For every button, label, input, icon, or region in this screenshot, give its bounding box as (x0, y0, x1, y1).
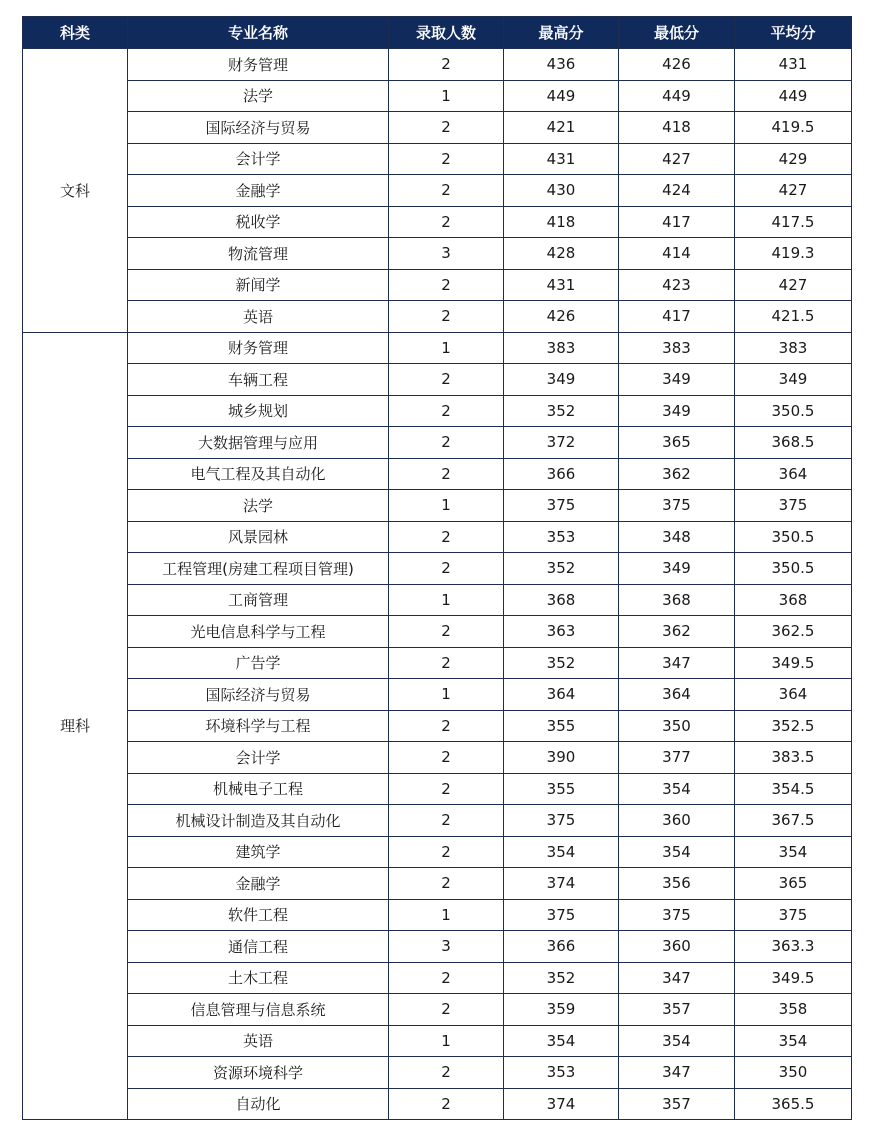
admitted-cell: 2 (389, 364, 504, 396)
admitted-cell: 2 (389, 49, 504, 81)
table-row (23, 679, 852, 711)
max-score-cell: 418 (504, 206, 619, 238)
min-score-cell: 347 (619, 1057, 735, 1089)
min-score-cell: 449 (619, 80, 735, 112)
max-score-cell: 421 (504, 112, 619, 144)
category-cell: 理科 (23, 332, 128, 1120)
table-row (23, 332, 852, 364)
table-row (23, 994, 852, 1026)
major-cell: 工商管理 (128, 584, 389, 616)
table-row (23, 521, 852, 553)
major-cell: 英语 (128, 1025, 389, 1057)
avg-score-cell: 350 (735, 1057, 852, 1089)
table-row (23, 710, 852, 742)
major-cell: 软件工程 (128, 899, 389, 931)
table-row (23, 647, 852, 679)
min-score-cell: 354 (619, 1025, 735, 1057)
min-score-cell: 365 (619, 427, 735, 459)
admitted-cell: 1 (389, 332, 504, 364)
avg-score-cell: 364 (735, 458, 852, 490)
major-cell: 工程管理(房建工程项目管理) (128, 553, 389, 585)
major-cell: 车辆工程 (128, 364, 389, 396)
admitted-cell: 2 (389, 206, 504, 238)
max-score-cell: 363 (504, 616, 619, 648)
admitted-cell: 2 (389, 616, 504, 648)
avg-score-cell: 427 (735, 269, 852, 301)
max-score-cell: 353 (504, 1057, 619, 1089)
min-score-cell: 377 (619, 742, 735, 774)
avg-score-cell: 354 (735, 836, 852, 868)
min-score-cell: 349 (619, 553, 735, 585)
table-row (23, 80, 852, 112)
table-row (23, 364, 852, 396)
table-row (23, 1025, 852, 1057)
min-score-cell: 427 (619, 143, 735, 175)
avg-score-cell: 362.5 (735, 616, 852, 648)
admitted-cell: 2 (389, 647, 504, 679)
min-score-cell: 375 (619, 490, 735, 522)
major-cell: 电气工程及其自动化 (128, 458, 389, 490)
table-row (23, 836, 852, 868)
admitted-cell: 2 (389, 710, 504, 742)
admitted-cell: 2 (389, 269, 504, 301)
min-score-cell: 418 (619, 112, 735, 144)
avg-score-cell: 352.5 (735, 710, 852, 742)
admitted-cell: 2 (389, 868, 504, 900)
admitted-cell: 2 (389, 175, 504, 207)
table-row (23, 490, 852, 522)
table-row (23, 206, 852, 238)
min-score-cell: 375 (619, 899, 735, 931)
min-score-cell: 357 (619, 1088, 735, 1120)
max-score-cell: 366 (504, 458, 619, 490)
admitted-cell: 1 (389, 899, 504, 931)
min-score-cell: 347 (619, 647, 735, 679)
max-score-cell: 352 (504, 395, 619, 427)
min-score-cell: 354 (619, 836, 735, 868)
table-row (23, 962, 852, 994)
header-max-score: 最高分 (504, 17, 619, 49)
major-cell: 大数据管理与应用 (128, 427, 389, 459)
admitted-cell: 2 (389, 742, 504, 774)
admitted-cell: 2 (389, 1057, 504, 1089)
table-row (23, 269, 852, 301)
max-score-cell: 449 (504, 80, 619, 112)
table-row (23, 427, 852, 459)
category-cell: 文科 (23, 49, 128, 333)
min-score-cell: 424 (619, 175, 735, 207)
table-row (23, 238, 852, 270)
max-score-cell: 364 (504, 679, 619, 711)
table-row (23, 49, 852, 81)
major-cell: 土木工程 (128, 962, 389, 994)
major-cell: 英语 (128, 301, 389, 333)
table-row (23, 742, 852, 774)
min-score-cell: 349 (619, 364, 735, 396)
table-row (23, 395, 852, 427)
avg-score-cell: 367.5 (735, 805, 852, 837)
table-row (23, 175, 852, 207)
avg-score-cell: 350.5 (735, 553, 852, 585)
max-score-cell: 355 (504, 710, 619, 742)
header-avg-score: 平均分 (735, 17, 852, 49)
admitted-cell: 2 (389, 301, 504, 333)
admitted-cell: 2 (389, 458, 504, 490)
avg-score-cell: 429 (735, 143, 852, 175)
max-score-cell: 352 (504, 647, 619, 679)
major-cell: 金融学 (128, 868, 389, 900)
admitted-cell: 2 (389, 805, 504, 837)
major-cell: 金融学 (128, 175, 389, 207)
max-score-cell: 383 (504, 332, 619, 364)
avg-score-cell: 365.5 (735, 1088, 852, 1120)
admitted-cell: 2 (389, 143, 504, 175)
admitted-cell: 2 (389, 521, 504, 553)
major-cell: 机械设计制造及其自动化 (128, 805, 389, 837)
min-score-cell: 360 (619, 805, 735, 837)
avg-score-cell: 350.5 (735, 521, 852, 553)
admitted-cell: 2 (389, 962, 504, 994)
max-score-cell: 355 (504, 773, 619, 805)
max-score-cell: 390 (504, 742, 619, 774)
table-row (23, 458, 852, 490)
major-cell: 新闻学 (128, 269, 389, 301)
min-score-cell: 357 (619, 994, 735, 1026)
max-score-cell: 349 (504, 364, 619, 396)
max-score-cell: 431 (504, 269, 619, 301)
header-min-score: 最低分 (619, 17, 735, 49)
major-cell: 物流管理 (128, 238, 389, 270)
avg-score-cell: 354.5 (735, 773, 852, 805)
admitted-cell: 2 (389, 427, 504, 459)
max-score-cell: 375 (504, 490, 619, 522)
table-row (23, 868, 852, 900)
min-score-cell: 360 (619, 931, 735, 963)
min-score-cell: 349 (619, 395, 735, 427)
min-score-cell: 362 (619, 458, 735, 490)
major-cell: 资源环境科学 (128, 1057, 389, 1089)
major-cell: 财务管理 (128, 332, 389, 364)
avg-score-cell: 375 (735, 490, 852, 522)
major-cell: 广告学 (128, 647, 389, 679)
major-cell: 自动化 (128, 1088, 389, 1120)
max-score-cell: 375 (504, 899, 619, 931)
avg-score-cell: 417.5 (735, 206, 852, 238)
max-score-cell: 431 (504, 143, 619, 175)
major-cell: 国际经济与贸易 (128, 679, 389, 711)
min-score-cell: 383 (619, 332, 735, 364)
table-row (23, 773, 852, 805)
min-score-cell: 362 (619, 616, 735, 648)
max-score-cell: 374 (504, 868, 619, 900)
avg-score-cell: 431 (735, 49, 852, 81)
major-cell: 会计学 (128, 742, 389, 774)
table-row (23, 899, 852, 931)
header-admitted: 录取人数 (389, 17, 504, 49)
max-score-cell: 354 (504, 836, 619, 868)
avg-score-cell: 349.5 (735, 647, 852, 679)
min-score-cell: 414 (619, 238, 735, 270)
max-score-cell: 352 (504, 962, 619, 994)
admission-score-table (22, 16, 852, 1120)
min-score-cell: 347 (619, 962, 735, 994)
table-row (23, 805, 852, 837)
major-cell: 法学 (128, 80, 389, 112)
max-score-cell: 426 (504, 301, 619, 333)
admitted-cell: 2 (389, 1088, 504, 1120)
avg-score-cell: 368 (735, 584, 852, 616)
table-row (23, 112, 852, 144)
avg-score-cell: 383.5 (735, 742, 852, 774)
min-score-cell: 423 (619, 269, 735, 301)
admitted-cell: 2 (389, 773, 504, 805)
avg-score-cell: 449 (735, 80, 852, 112)
min-score-cell: 364 (619, 679, 735, 711)
max-score-cell: 366 (504, 931, 619, 963)
header-row (23, 17, 852, 49)
major-cell: 城乡规划 (128, 395, 389, 427)
table-row (23, 143, 852, 175)
major-cell: 风景园林 (128, 521, 389, 553)
avg-score-cell: 350.5 (735, 395, 852, 427)
major-cell: 法学 (128, 490, 389, 522)
header-category: 科类 (23, 17, 128, 49)
admitted-cell: 2 (389, 112, 504, 144)
min-score-cell: 368 (619, 584, 735, 616)
table-row (23, 301, 852, 333)
table-row (23, 584, 852, 616)
max-score-cell: 436 (504, 49, 619, 81)
major-cell: 国际经济与贸易 (128, 112, 389, 144)
min-score-cell: 354 (619, 773, 735, 805)
avg-score-cell: 354 (735, 1025, 852, 1057)
table-row (23, 931, 852, 963)
major-cell: 财务管理 (128, 49, 389, 81)
avg-score-cell: 365 (735, 868, 852, 900)
admitted-cell: 1 (389, 490, 504, 522)
avg-score-cell: 363.3 (735, 931, 852, 963)
max-score-cell: 374 (504, 1088, 619, 1120)
max-score-cell: 368 (504, 584, 619, 616)
avg-score-cell: 349.5 (735, 962, 852, 994)
max-score-cell: 372 (504, 427, 619, 459)
min-score-cell: 356 (619, 868, 735, 900)
max-score-cell: 352 (504, 553, 619, 585)
min-score-cell: 350 (619, 710, 735, 742)
avg-score-cell: 358 (735, 994, 852, 1026)
admitted-cell: 1 (389, 679, 504, 711)
avg-score-cell: 375 (735, 899, 852, 931)
major-cell: 会计学 (128, 143, 389, 175)
max-score-cell: 354 (504, 1025, 619, 1057)
table-body (23, 49, 852, 1120)
table-row (23, 553, 852, 585)
major-cell: 建筑学 (128, 836, 389, 868)
major-cell: 信息管理与信息系统 (128, 994, 389, 1026)
header-major: 专业名称 (128, 17, 389, 49)
avg-score-cell: 364 (735, 679, 852, 711)
max-score-cell: 428 (504, 238, 619, 270)
avg-score-cell: 368.5 (735, 427, 852, 459)
min-score-cell: 417 (619, 206, 735, 238)
major-cell: 环境科学与工程 (128, 710, 389, 742)
admitted-cell: 2 (389, 994, 504, 1026)
admitted-cell: 2 (389, 836, 504, 868)
min-score-cell: 426 (619, 49, 735, 81)
admitted-cell: 1 (389, 80, 504, 112)
admitted-cell: 3 (389, 238, 504, 270)
admitted-cell: 3 (389, 931, 504, 963)
max-score-cell: 359 (504, 994, 619, 1026)
admitted-cell: 2 (389, 553, 504, 585)
admitted-cell: 2 (389, 395, 504, 427)
major-cell: 光电信息科学与工程 (128, 616, 389, 648)
max-score-cell: 375 (504, 805, 619, 837)
max-score-cell: 430 (504, 175, 619, 207)
avg-score-cell: 419.3 (735, 238, 852, 270)
avg-score-cell: 419.5 (735, 112, 852, 144)
avg-score-cell: 349 (735, 364, 852, 396)
max-score-cell: 353 (504, 521, 619, 553)
avg-score-cell: 383 (735, 332, 852, 364)
table-row (23, 616, 852, 648)
major-cell: 通信工程 (128, 931, 389, 963)
min-score-cell: 417 (619, 301, 735, 333)
major-cell: 机械电子工程 (128, 773, 389, 805)
min-score-cell: 348 (619, 521, 735, 553)
avg-score-cell: 427 (735, 175, 852, 207)
major-cell: 税收学 (128, 206, 389, 238)
admitted-cell: 1 (389, 1025, 504, 1057)
avg-score-cell: 421.5 (735, 301, 852, 333)
admitted-cell: 1 (389, 584, 504, 616)
table-row (23, 1088, 852, 1120)
table-row (23, 1057, 852, 1089)
